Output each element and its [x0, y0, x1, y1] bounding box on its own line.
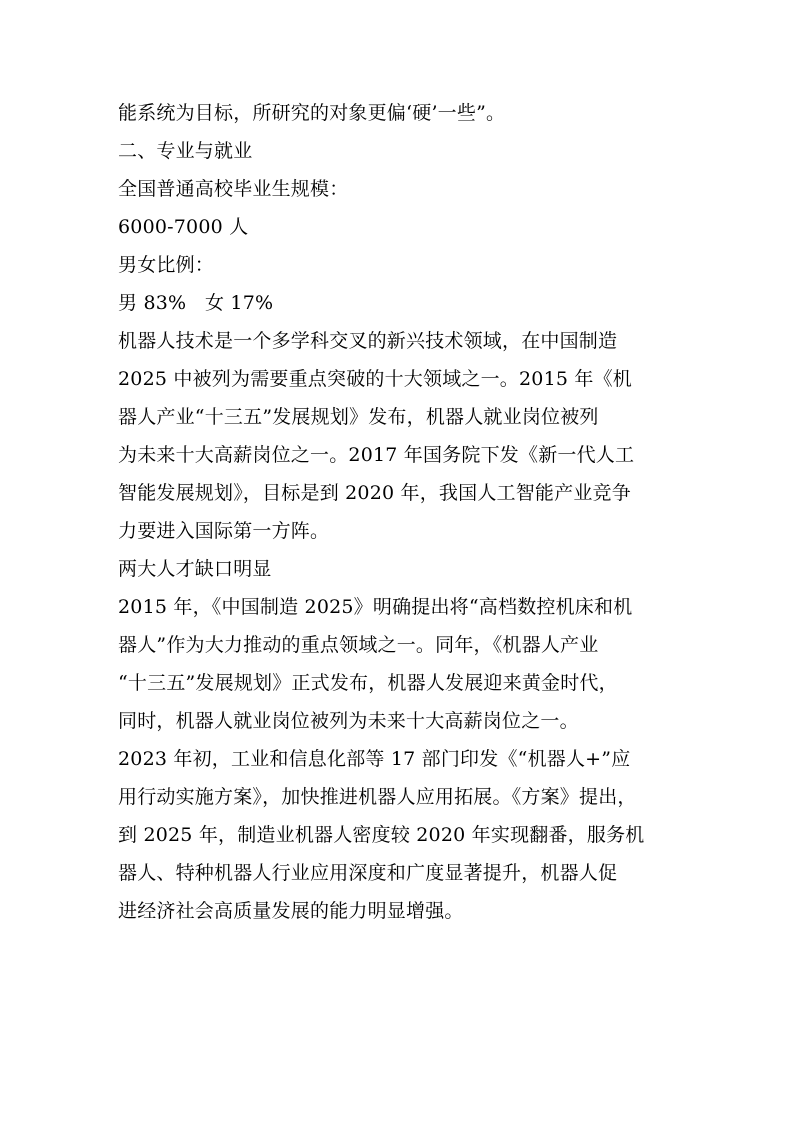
text-line: 进经济社会高质量发展的能力明显增强。 [118, 900, 464, 922]
text-line: 力要进入国际第一方阵。 [118, 520, 330, 542]
text-line: 能系统为目标，所研究的对象更偏‘硬’一些”。 [118, 102, 506, 124]
text-line: 器人产业“十三五”发展规划》发布，机器人就业岗位被列 [118, 406, 599, 428]
text-line: 2023 年初，工业和信息化部等 17 部门印发《“机器人+”应 [118, 748, 631, 770]
text-line: 男女比例： [118, 254, 215, 276]
text-line: 2025 中被列为需要重点突破的十大领域之一。2015 年《机 [118, 368, 632, 390]
text-line: 6000-7000 人 [118, 216, 249, 238]
text-line: “十三五”发展规划》正式发布，机器人发展迎来黄金时代， [118, 672, 618, 694]
text-line: 智能发展规划》，目标是到 2020 年，我国人工智能产业竞争 [118, 482, 631, 504]
text-line: 器人、特种机器人行业应用深度和广度显著提升，机器人促 [118, 862, 618, 884]
text-line: 同时，机器人就业岗位被列为未来十大高薪岗位之一。 [118, 710, 579, 732]
text-line: 为未来十大高薪岗位之一。2017 年国务院下发《新一代人工 [118, 444, 635, 466]
text-line: 男 83% 女 17% [118, 292, 274, 314]
text-line: 2015 年，《中国制造 2025》明确提出将“高档数控机床和机 [118, 596, 633, 618]
text-line: 器人”作为大力推动的重点领域之一。同年，《机器人产业 [118, 634, 599, 656]
document-body [118, 94, 678, 930]
text-line: 用行动实施方案》，加快推进机器人应用拓展。《方案》提出， [118, 786, 637, 808]
subsection-heading: 两大人才缺口明显 [118, 558, 272, 580]
text-line: 到 2025 年，制造业机器人密度较 2020 年实现翻番，服务机 [118, 824, 645, 846]
section-heading: 二、专业与就业 [118, 140, 253, 162]
text-line: 机器人技术是一个多学科交叉的新兴技术领域，在中国制造 [118, 330, 618, 352]
text-line: 全国普通高校毕业生规模： [118, 178, 349, 200]
